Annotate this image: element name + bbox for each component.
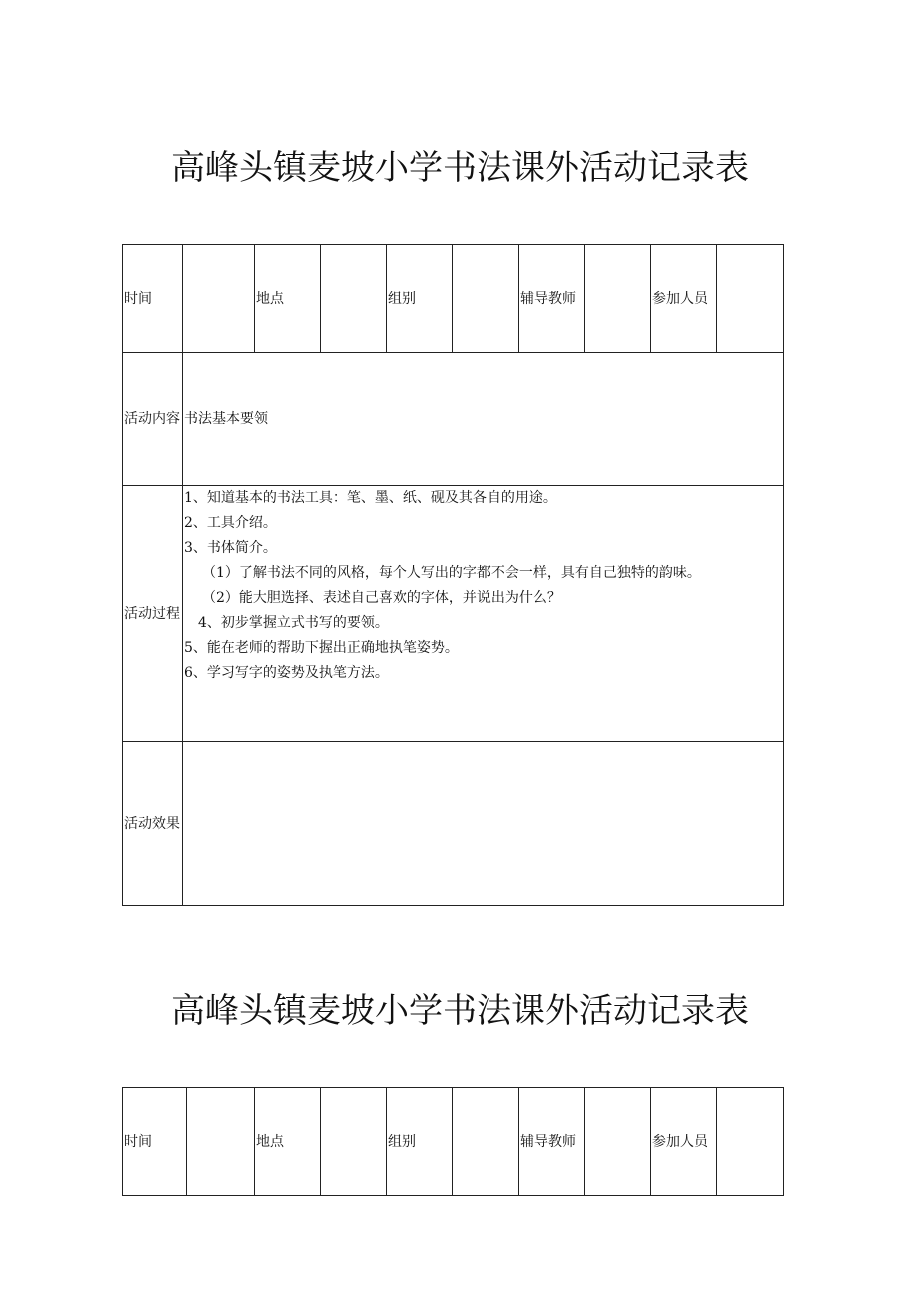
process-line: 4、初步掌握立式书写的要领。 — [198, 615, 389, 631]
group-value[interactable] — [453, 1088, 519, 1196]
group-label: 组别 — [387, 1088, 453, 1196]
participants-label: 参加人员 — [651, 245, 717, 353]
effect-row — [123, 742, 784, 906]
process-line: 5、能在老师的帮助下握出正确地执笔姿势。 — [184, 640, 459, 656]
effect-label: 活动效果 — [123, 742, 183, 906]
process-label: 活动过程 — [123, 486, 183, 742]
time-label: 时间 — [123, 245, 183, 353]
activity-record-table — [122, 244, 784, 906]
process-line: 3、书体简介。 — [184, 540, 277, 556]
time-label: 时间 — [123, 1088, 187, 1196]
process-value[interactable] — [183, 486, 784, 742]
form-title: 高峰头镇麦坡小学书法课外活动记录表 — [171, 148, 749, 188]
process-line: 2、工具介绍。 — [184, 515, 277, 531]
process-row — [123, 486, 784, 742]
place-value[interactable] — [321, 1088, 387, 1196]
participants-label: 参加人员 — [651, 1088, 717, 1196]
process-line: 1、知道基本的书法工具：笔、墨、纸、砚及其各自的用途。 — [184, 490, 557, 506]
content-row — [123, 353, 784, 486]
time-value[interactable] — [187, 1088, 255, 1196]
place-value[interactable] — [321, 245, 387, 353]
activity-record-table — [122, 1087, 784, 1196]
place-label: 地点 — [255, 1088, 321, 1196]
teacher-label: 辅导教师 — [519, 1088, 585, 1196]
process-line: 6、学习写字的姿势及执笔方法。 — [184, 665, 389, 681]
effect-value[interactable] — [183, 742, 784, 906]
teacher-label: 辅导教师 — [519, 245, 585, 353]
process-line: （2）能大胆选择、表述自己喜欢的字体，并说出为什么？ — [202, 590, 561, 606]
teacher-value[interactable] — [585, 245, 651, 353]
teacher-value[interactable] — [585, 1088, 651, 1196]
time-value[interactable] — [183, 245, 255, 353]
form-title: 高峰头镇麦坡小学书法课外活动记录表 — [171, 991, 749, 1031]
group-label: 组别 — [387, 245, 453, 353]
group-value[interactable] — [453, 245, 519, 353]
content-value[interactable]: 书法基本要领 — [183, 353, 784, 486]
header-row — [123, 1088, 784, 1196]
participants-value[interactable] — [717, 1088, 784, 1196]
header-row — [123, 245, 784, 353]
process-line: （1）了解书法不同的风格，每个人写出的字都不会一样，具有自己独特的韵味。 — [202, 565, 701, 581]
participants-value[interactable] — [717, 245, 784, 353]
place-label: 地点 — [255, 245, 321, 353]
content-label: 活动内容 — [123, 353, 183, 486]
